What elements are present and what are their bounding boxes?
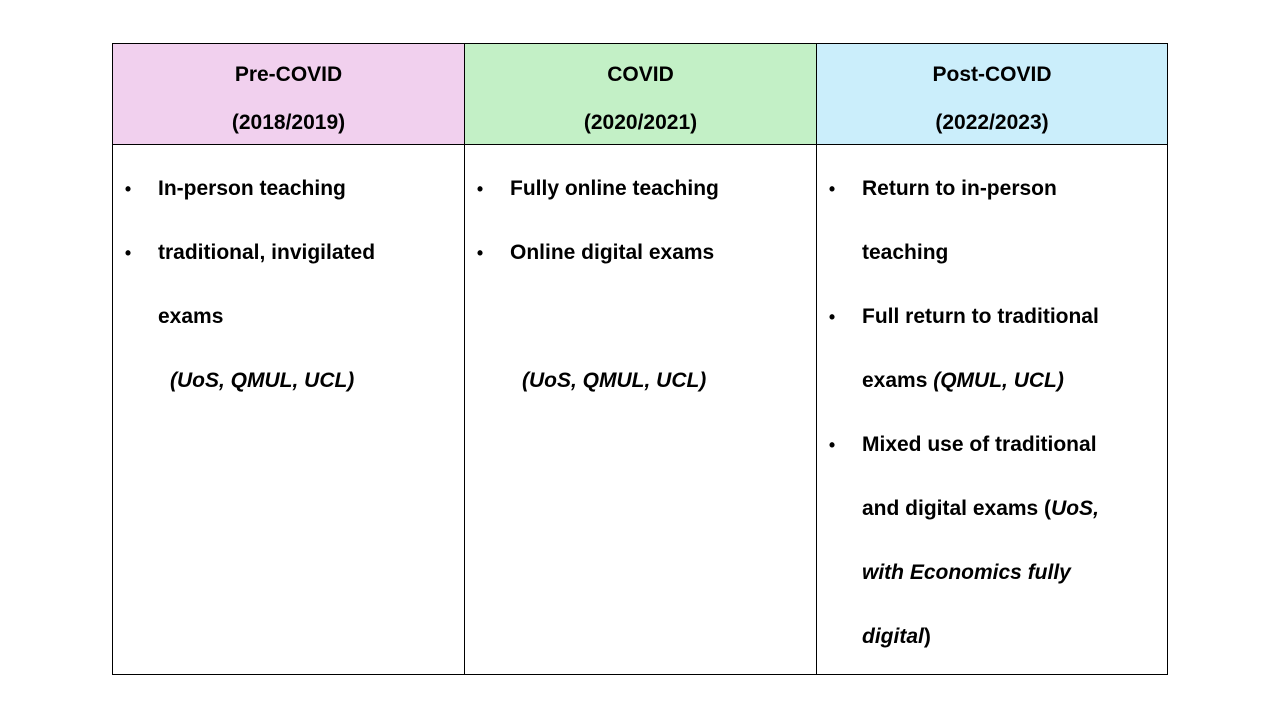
header-years: (2022/2023) xyxy=(935,111,1049,134)
bullet-glyph: • xyxy=(828,179,836,199)
list-item xyxy=(465,174,816,204)
header-period: Pre-COVID xyxy=(234,63,343,86)
list-item xyxy=(113,238,464,268)
header-post-covid xyxy=(817,44,1167,145)
list-item-continuation xyxy=(817,558,1167,588)
item-text-italic xyxy=(862,558,1071,588)
sources-text: (UoS, QMUL, UCL) xyxy=(522,369,707,392)
bullet-glyph: • xyxy=(828,435,836,455)
item-text-mixed xyxy=(862,494,1099,524)
sources-text: UoS, xyxy=(1051,497,1099,520)
header-covid xyxy=(465,44,816,145)
column-covid xyxy=(465,44,817,675)
item-text: Full return to traditional xyxy=(862,305,1099,328)
item-text: exams xyxy=(158,305,224,328)
column-pre-covid xyxy=(113,44,465,675)
item-text: teaching xyxy=(862,241,949,264)
body-covid xyxy=(465,145,816,674)
list-item xyxy=(113,174,464,204)
list-item-continuation xyxy=(817,366,1167,396)
sources-text: (QMUL, UCL) xyxy=(933,369,1064,392)
sources-text: with Economics fully xyxy=(862,561,1071,584)
header-period: Post-COVID xyxy=(932,63,1052,86)
item-text-mixed xyxy=(862,366,1064,396)
comparison-table xyxy=(112,43,1168,675)
body-pre-covid xyxy=(113,145,464,674)
item-text: Mixed use of traditional xyxy=(862,433,1097,456)
header-pre-covid xyxy=(113,44,464,145)
sources-text: digital xyxy=(862,625,924,648)
column-post-covid xyxy=(817,44,1168,675)
bullet-glyph: • xyxy=(828,307,836,327)
item-text: exams xyxy=(862,369,934,392)
list-item-continuation xyxy=(817,622,1167,652)
body-post-covid xyxy=(817,145,1167,674)
sources-line xyxy=(113,366,464,396)
bullet-glyph: • xyxy=(476,243,484,263)
item-text: ) xyxy=(923,625,931,648)
header-years: (2018/2019) xyxy=(231,111,346,134)
item-text: Return to in-person xyxy=(862,177,1057,200)
header-period: COVID xyxy=(607,63,674,86)
bullet-glyph: • xyxy=(476,179,484,199)
sources-line xyxy=(465,366,816,396)
item-text-mixed xyxy=(862,622,931,652)
list-item xyxy=(817,430,1167,460)
item-text: In-person teaching xyxy=(158,177,346,200)
item-text: traditional, invigilated xyxy=(158,241,376,264)
list-item-continuation xyxy=(817,494,1167,524)
header-years: (2020/2021) xyxy=(583,111,698,134)
list-item-continuation xyxy=(817,238,1167,268)
sources-text: (UoS, QMUL, UCL) xyxy=(170,369,355,392)
list-item xyxy=(817,302,1167,332)
item-text: Fully online teaching xyxy=(510,177,719,200)
bullet-glyph: • xyxy=(124,179,132,199)
item-text: Online digital exams xyxy=(510,241,715,264)
list-item xyxy=(817,174,1167,204)
bullet-glyph: • xyxy=(124,243,132,263)
list-item xyxy=(465,238,816,268)
item-text: and digital exams ( xyxy=(862,497,1052,520)
list-item-continuation xyxy=(113,302,464,332)
